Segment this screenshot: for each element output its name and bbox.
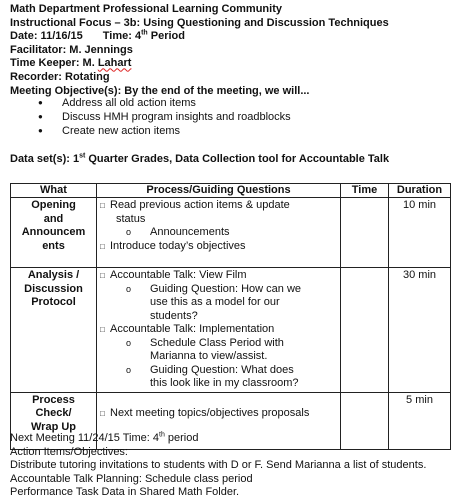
time-keeper-name: Lahart: [97, 57, 132, 70]
time-keeper-prefix: Time Keeper: M.: [10, 57, 98, 70]
next-meeting: [10, 432, 426, 446]
process-item: [100, 394, 337, 408]
instructional-focus: Instructional Focus – 3b: Using Questioning and Discussion Techniques: [10, 16, 389, 29]
process-item-text: Introduce today’s objectives: [110, 239, 246, 252]
footer-line: Action Items/Objectives:: [10, 445, 128, 458]
agenda-what-line: Check/: [35, 407, 72, 419]
process-item-text: Accountable Talk: View Film: [110, 269, 247, 281]
process-item: use this as a model for our: [150, 296, 280, 308]
sub-bullet-icon: o: [126, 283, 132, 294]
footer-line: Accountable Talk Planning: Schedule class period: [10, 472, 253, 485]
objective-item: ● Discuss HMH program insights and roadblocks: [38, 110, 291, 124]
data-sets: [10, 153, 389, 165]
agenda-duration-cell: 5 min: [389, 392, 451, 449]
time-keeper: [10, 57, 389, 71]
footer-line: Distribute tutoring invitations to students with D or F. Send Marianna a list of students.: [10, 459, 427, 472]
agenda-process-cell: [97, 198, 341, 268]
objectives-heading: Meeting Objective(s): By the end of the meeting, we will...: [10, 84, 310, 97]
agenda-time-cell: [341, 268, 389, 393]
process-item: [100, 240, 337, 254]
agenda-table: [10, 183, 451, 450]
process-item-text: Next meeting topics/objectives proposals: [110, 407, 310, 419]
data-sets-suffix: st: [79, 152, 86, 160]
objective-item: ● Create new action items: [38, 124, 291, 138]
process-item: [100, 226, 337, 240]
agenda-what-cell: [11, 268, 97, 393]
meeting-time: Time: 4: [102, 30, 142, 43]
agenda-what-cell: [11, 198, 97, 268]
agenda-what-line: Protocol: [31, 296, 76, 308]
process-item-text: Schedule Class Period with: [150, 336, 284, 349]
meeting-time-rest: Period: [147, 30, 185, 43]
process-item: students?: [150, 309, 198, 322]
agenda-what-line: Wrap Up: [30, 420, 77, 433]
agenda-what-line: Announcem: [21, 226, 86, 238]
column-header-what: What: [11, 184, 97, 198]
process-item: [100, 323, 337, 337]
sub-bullet-icon: o: [126, 364, 132, 375]
process-item-text: Guiding Question: What does: [150, 363, 294, 376]
data-sets-prefix: Data set(s): 1: [10, 153, 80, 165]
next-meeting-text: Next Meeting 11/24/15 Time: 4: [10, 432, 159, 444]
agenda-what-line: Discussion: [24, 282, 83, 295]
agenda-duration-cell: 30 min: [389, 268, 451, 393]
objectives-list: [38, 96, 291, 138]
footer-line: Performance Task Data in Shared Math Folder.: [10, 486, 240, 499]
process-item: status: [116, 212, 146, 225]
recorder: Recorder: Rotating: [10, 70, 110, 83]
process-item: [100, 269, 337, 283]
column-header-process: Process/Guiding Questions: [97, 184, 341, 198]
agenda-body: [11, 198, 451, 450]
date-time-line: [10, 30, 389, 44]
column-header-duration: Duration: [389, 184, 451, 198]
agenda-what-line: Process: [32, 393, 75, 406]
meeting-date: Date: 11/16/15: [10, 30, 83, 43]
process-item: [100, 199, 337, 213]
process-item-text: Read previous action items & update: [110, 199, 290, 211]
table-row: [11, 268, 451, 393]
objective-item: ● Address all old action items: [38, 96, 291, 110]
meeting-time-suffix: th: [141, 29, 148, 37]
footer-notes: [10, 432, 426, 500]
table-row: [11, 198, 451, 268]
agenda-time-cell: [341, 198, 389, 268]
sub-bullet-icon: o: [126, 337, 132, 348]
agenda-what-line: and: [43, 212, 64, 225]
agenda-what-line: Analysis /: [27, 269, 80, 281]
next-meeting-rest: period: [164, 432, 199, 444]
process-item: [100, 283, 337, 297]
meeting-header: [10, 3, 389, 98]
facilitator: Facilitator: M. Jennings: [10, 43, 133, 56]
process-item-text: Accountable Talk: Implementation: [110, 323, 275, 335]
process-item: [100, 337, 337, 351]
process-item: [100, 407, 337, 421]
agenda-what-line: ents: [42, 239, 65, 252]
table-header-row: [11, 184, 451, 198]
process-item: this look like in my classroom?: [150, 377, 299, 389]
document-title: Math Department Professional Learning Community: [10, 3, 282, 15]
column-header-time: Time: [341, 184, 389, 198]
process-item: Marianna to view/assist.: [150, 350, 268, 362]
process-item: [100, 364, 337, 378]
next-meeting-suffix: th: [159, 431, 165, 439]
agenda-what-line: Opening: [31, 199, 76, 211]
agenda-duration-cell: 10 min: [389, 198, 451, 268]
process-item-text: Guiding Question: How can we: [150, 282, 302, 295]
data-sets-rest: Quarter Grades, Data Collection tool for Accountable Talk: [85, 153, 390, 165]
process-item-text: Announcements: [150, 226, 230, 238]
sub-bullet-icon: o: [126, 227, 132, 237]
agenda-process-cell: [97, 268, 341, 393]
